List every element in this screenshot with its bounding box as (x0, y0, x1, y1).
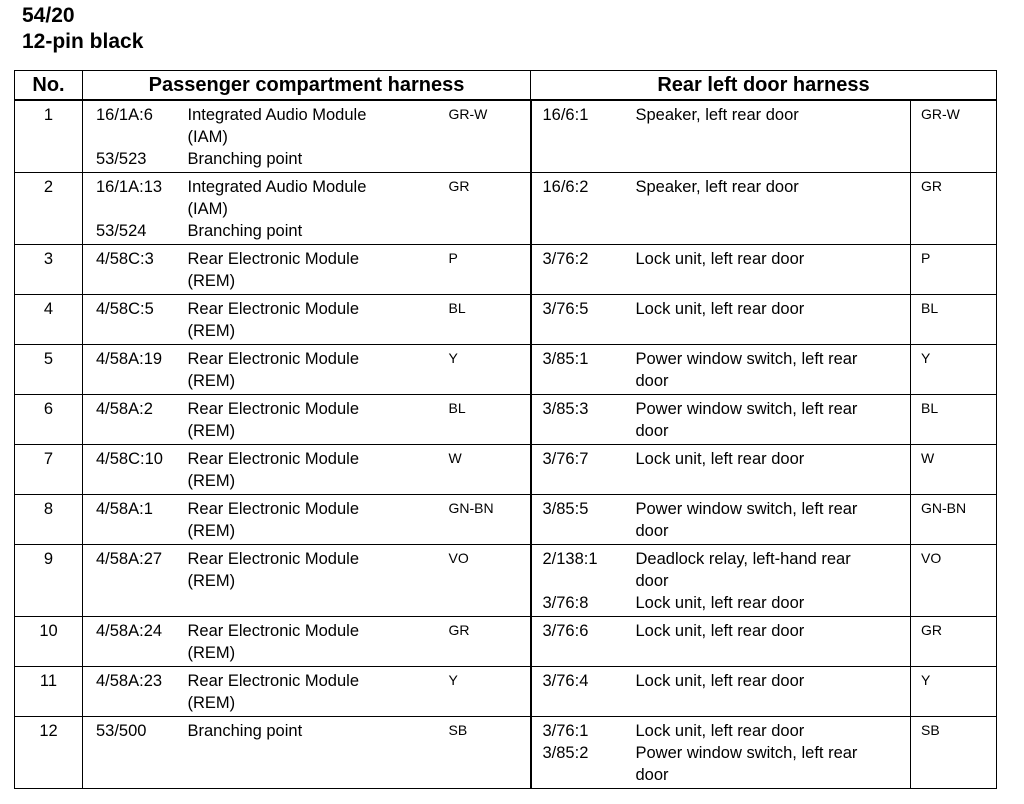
passenger-component: Branching point (187, 221, 303, 240)
passenger-component-descriptions (185, 244, 445, 294)
pin-number: 1 (15, 100, 83, 172)
passenger-component: Rear Electronic Module (187, 549, 359, 568)
table-row (15, 494, 997, 544)
table-row (15, 544, 997, 616)
rear-door-component-descriptions (633, 666, 911, 716)
rear-door-code: 3/76:6 (542, 621, 589, 640)
passenger-connector-codes (83, 494, 185, 544)
rear-door-component-descriptions (633, 394, 911, 444)
passenger-component: (REM) (187, 271, 236, 290)
pin-number: 6 (15, 394, 83, 444)
rear-door-component: Speaker, left rear door (635, 106, 799, 124)
passenger-component: (REM) (187, 643, 236, 662)
rear-door-wire-color: BL (911, 294, 997, 344)
passenger-code: 4/58A:23 (96, 671, 163, 690)
rear-door-connector-codes (531, 294, 633, 344)
rear-door-component-descriptions (633, 444, 911, 494)
pinout-table (14, 70, 997, 789)
rear-door-code: 16/6:1 (542, 106, 589, 124)
pin-number: 7 (15, 444, 83, 494)
passenger-wire-color: BL (445, 394, 531, 444)
rear-door-wire-color: Y (911, 666, 997, 716)
rear-door-code: 3/85:2 (542, 743, 589, 762)
rear-door-code: 3/76:5 (542, 299, 589, 318)
header-rear-left-door: Rear left door harness (531, 71, 997, 101)
pin-number: 4 (15, 294, 83, 344)
passenger-code: 53/523 (96, 150, 147, 168)
rear-door-code: 3/76:8 (542, 593, 589, 612)
passenger-component: (IAM) (187, 199, 228, 218)
passenger-wire-color: SB (445, 716, 531, 788)
rear-door-component: Lock unit, left rear door (635, 299, 805, 318)
passenger-code: 4/58C:3 (96, 249, 154, 268)
passenger-connector-codes (83, 100, 185, 172)
rear-door-component-descriptions (633, 716, 911, 788)
rear-door-component: Deadlock relay, left-hand rear (635, 549, 851, 568)
pin-number: 5 (15, 344, 83, 394)
passenger-component-descriptions (185, 294, 445, 344)
rear-door-code: 2/138:1 (542, 549, 598, 568)
passenger-connector-codes (83, 666, 185, 716)
table-row (15, 444, 997, 494)
passenger-code (96, 198, 185, 220)
passenger-component: (REM) (187, 371, 236, 390)
passenger-wire-color: P (445, 244, 531, 294)
rear-door-wire-color: GR (911, 172, 997, 244)
passenger-component: (REM) (187, 321, 236, 340)
rear-door-connector-codes (531, 100, 633, 172)
passenger-connector-codes (83, 394, 185, 444)
rear-door-component: Lock unit, left rear door (635, 593, 805, 612)
rear-door-code: 16/6:2 (542, 177, 589, 196)
passenger-component: Rear Electronic Module (187, 399, 359, 418)
rear-door-wire-color: VO (911, 544, 997, 616)
passenger-component: Rear Electronic Module (187, 349, 359, 368)
table-row (15, 172, 997, 244)
passenger-connector-codes (83, 172, 185, 244)
passenger-component: (REM) (187, 571, 236, 590)
passenger-component-descriptions (185, 444, 445, 494)
rear-door-code: 3/85:1 (542, 349, 589, 368)
rear-door-component: Lock unit, left rear door (635, 721, 805, 740)
passenger-component: Rear Electronic Module (187, 621, 359, 640)
passenger-wire-color: VO (445, 544, 531, 616)
table-row (15, 716, 997, 788)
passenger-wire-color: GR-W (445, 100, 531, 172)
passenger-code: 16/1A:13 (96, 177, 163, 196)
table-body (15, 100, 997, 788)
passenger-wire-color: GR (445, 616, 531, 666)
rear-door-component: Speaker, left rear door (635, 177, 799, 196)
rear-door-connector-codes (531, 444, 633, 494)
passenger-code: 53/500 (96, 721, 147, 740)
rear-door-wire-color: GN-BN (911, 494, 997, 544)
passenger-component-descriptions (185, 666, 445, 716)
rear-door-code: 3/76:4 (542, 671, 589, 690)
rear-door-component: door (635, 571, 669, 590)
rear-door-component-descriptions (633, 172, 911, 244)
passenger-component: Rear Electronic Module (187, 249, 359, 268)
rear-door-connector-codes (531, 716, 633, 788)
passenger-wire-color: Y (445, 666, 531, 716)
rear-door-code: 3/76:2 (542, 249, 589, 268)
passenger-component: (REM) (187, 521, 236, 540)
passenger-connector-codes (83, 444, 185, 494)
rear-door-connector-codes (531, 544, 633, 616)
connector-id: 54/20 (22, 4, 75, 27)
rear-door-component: Power window switch, left rear (635, 499, 858, 518)
passenger-component: (REM) (187, 421, 236, 440)
rear-door-component: door (635, 371, 669, 390)
passenger-component: Integrated Audio Module (187, 106, 367, 124)
rear-door-code: 3/76:1 (542, 721, 589, 740)
passenger-component-descriptions (185, 100, 445, 172)
passenger-component-descriptions (185, 716, 445, 788)
passenger-component: (REM) (187, 693, 236, 712)
header-passenger-compartment: Passenger compartment harness (83, 71, 531, 101)
passenger-code: 4/58A:2 (96, 399, 153, 418)
passenger-component: Rear Electronic Module (187, 499, 359, 518)
passenger-component: Rear Electronic Module (187, 449, 359, 468)
pin-number: 11 (15, 666, 83, 716)
rear-door-code: 3/85:5 (542, 499, 589, 518)
rear-door-component-descriptions (633, 616, 911, 666)
passenger-code: 4/58C:5 (96, 299, 154, 318)
passenger-connector-codes (83, 294, 185, 344)
rear-door-connector-codes (531, 344, 633, 394)
rear-door-component: Power window switch, left rear (635, 743, 858, 762)
rear-door-code (543, 570, 633, 592)
pin-number: 8 (15, 494, 83, 544)
passenger-wire-color: W (445, 444, 531, 494)
passenger-code (96, 126, 185, 148)
passenger-component: Integrated Audio Module (187, 177, 367, 196)
rear-door-wire-color: P (911, 244, 997, 294)
passenger-wire-color: GN-BN (445, 494, 531, 544)
table-row (15, 394, 997, 444)
pin-number: 9 (15, 544, 83, 616)
rear-door-wire-color: SB (911, 716, 997, 788)
rear-door-wire-color: GR-W (911, 100, 997, 172)
passenger-connector-codes (83, 616, 185, 666)
passenger-component-descriptions (185, 616, 445, 666)
pin-number: 2 (15, 172, 83, 244)
rear-door-connector-codes (531, 394, 633, 444)
passenger-code: 4/58A:27 (96, 549, 163, 568)
rear-door-component: Power window switch, left rear (635, 349, 858, 368)
rear-door-component: Lock unit, left rear door (635, 621, 805, 640)
table-row (15, 244, 997, 294)
rear-door-component: Lock unit, left rear door (635, 249, 805, 268)
table-row (15, 100, 997, 172)
rear-door-wire-color: BL (911, 394, 997, 444)
connector-description: 12-pin black (22, 30, 144, 53)
passenger-component-descriptions (185, 394, 445, 444)
rear-door-component: door (635, 421, 669, 440)
table-row (15, 344, 997, 394)
passenger-component: Branching point (187, 721, 303, 740)
rear-door-component-descriptions (633, 544, 911, 616)
passenger-connector-codes (83, 716, 185, 788)
passenger-code: 53/524 (96, 221, 147, 240)
passenger-component: Branching point (187, 150, 303, 168)
passenger-component-descriptions (185, 494, 445, 544)
rear-door-component-descriptions (633, 244, 911, 294)
rear-door-code: 3/76:7 (542, 449, 589, 468)
passenger-wire-color: Y (445, 344, 531, 394)
passenger-connector-codes (83, 244, 185, 294)
pin-number: 3 (15, 244, 83, 294)
table-row (15, 616, 997, 666)
passenger-component: Rear Electronic Module (187, 299, 359, 318)
rear-door-component-descriptions (633, 494, 911, 544)
passenger-connector-codes (83, 544, 185, 616)
rear-door-component-descriptions (633, 344, 911, 394)
rear-door-component: door (635, 521, 669, 540)
rear-door-connector-codes (531, 494, 633, 544)
passenger-component: (REM) (187, 471, 236, 490)
table-row (15, 294, 997, 344)
passenger-component-descriptions (185, 544, 445, 616)
rear-door-component: Lock unit, left rear door (635, 671, 805, 690)
passenger-wire-color: GR (445, 172, 531, 244)
passenger-code: 4/58A:19 (96, 349, 163, 368)
passenger-code: 16/1A:6 (96, 106, 153, 124)
passenger-code: 4/58C:10 (96, 449, 163, 468)
table-row (15, 666, 997, 716)
rear-door-wire-color: GR (911, 616, 997, 666)
header-no: No. (15, 71, 83, 101)
rear-door-connector-codes (531, 616, 633, 666)
rear-door-component-descriptions (633, 294, 911, 344)
rear-door-connector-codes (531, 666, 633, 716)
rear-door-component: door (635, 765, 669, 784)
table-header-row (15, 71, 997, 101)
rear-door-component: Lock unit, left rear door (635, 449, 805, 468)
passenger-connector-codes (83, 344, 185, 394)
rear-door-connector-codes (531, 244, 633, 294)
passenger-component-descriptions (185, 344, 445, 394)
pin-number: 10 (15, 616, 83, 666)
passenger-component: (IAM) (187, 128, 228, 146)
rear-door-code: 3/85:3 (542, 399, 589, 418)
rear-door-connector-codes (531, 172, 633, 244)
passenger-wire-color: BL (445, 294, 531, 344)
passenger-code: 4/58A:1 (96, 499, 153, 518)
passenger-code: 4/58A:24 (96, 621, 163, 640)
passenger-component: Rear Electronic Module (187, 671, 359, 690)
passenger-component-descriptions (185, 172, 445, 244)
rear-door-component: Power window switch, left rear (635, 399, 858, 418)
rear-door-wire-color: W (911, 444, 997, 494)
pin-number: 12 (15, 716, 83, 788)
rear-door-wire-color: Y (911, 344, 997, 394)
rear-door-component-descriptions (633, 100, 911, 172)
